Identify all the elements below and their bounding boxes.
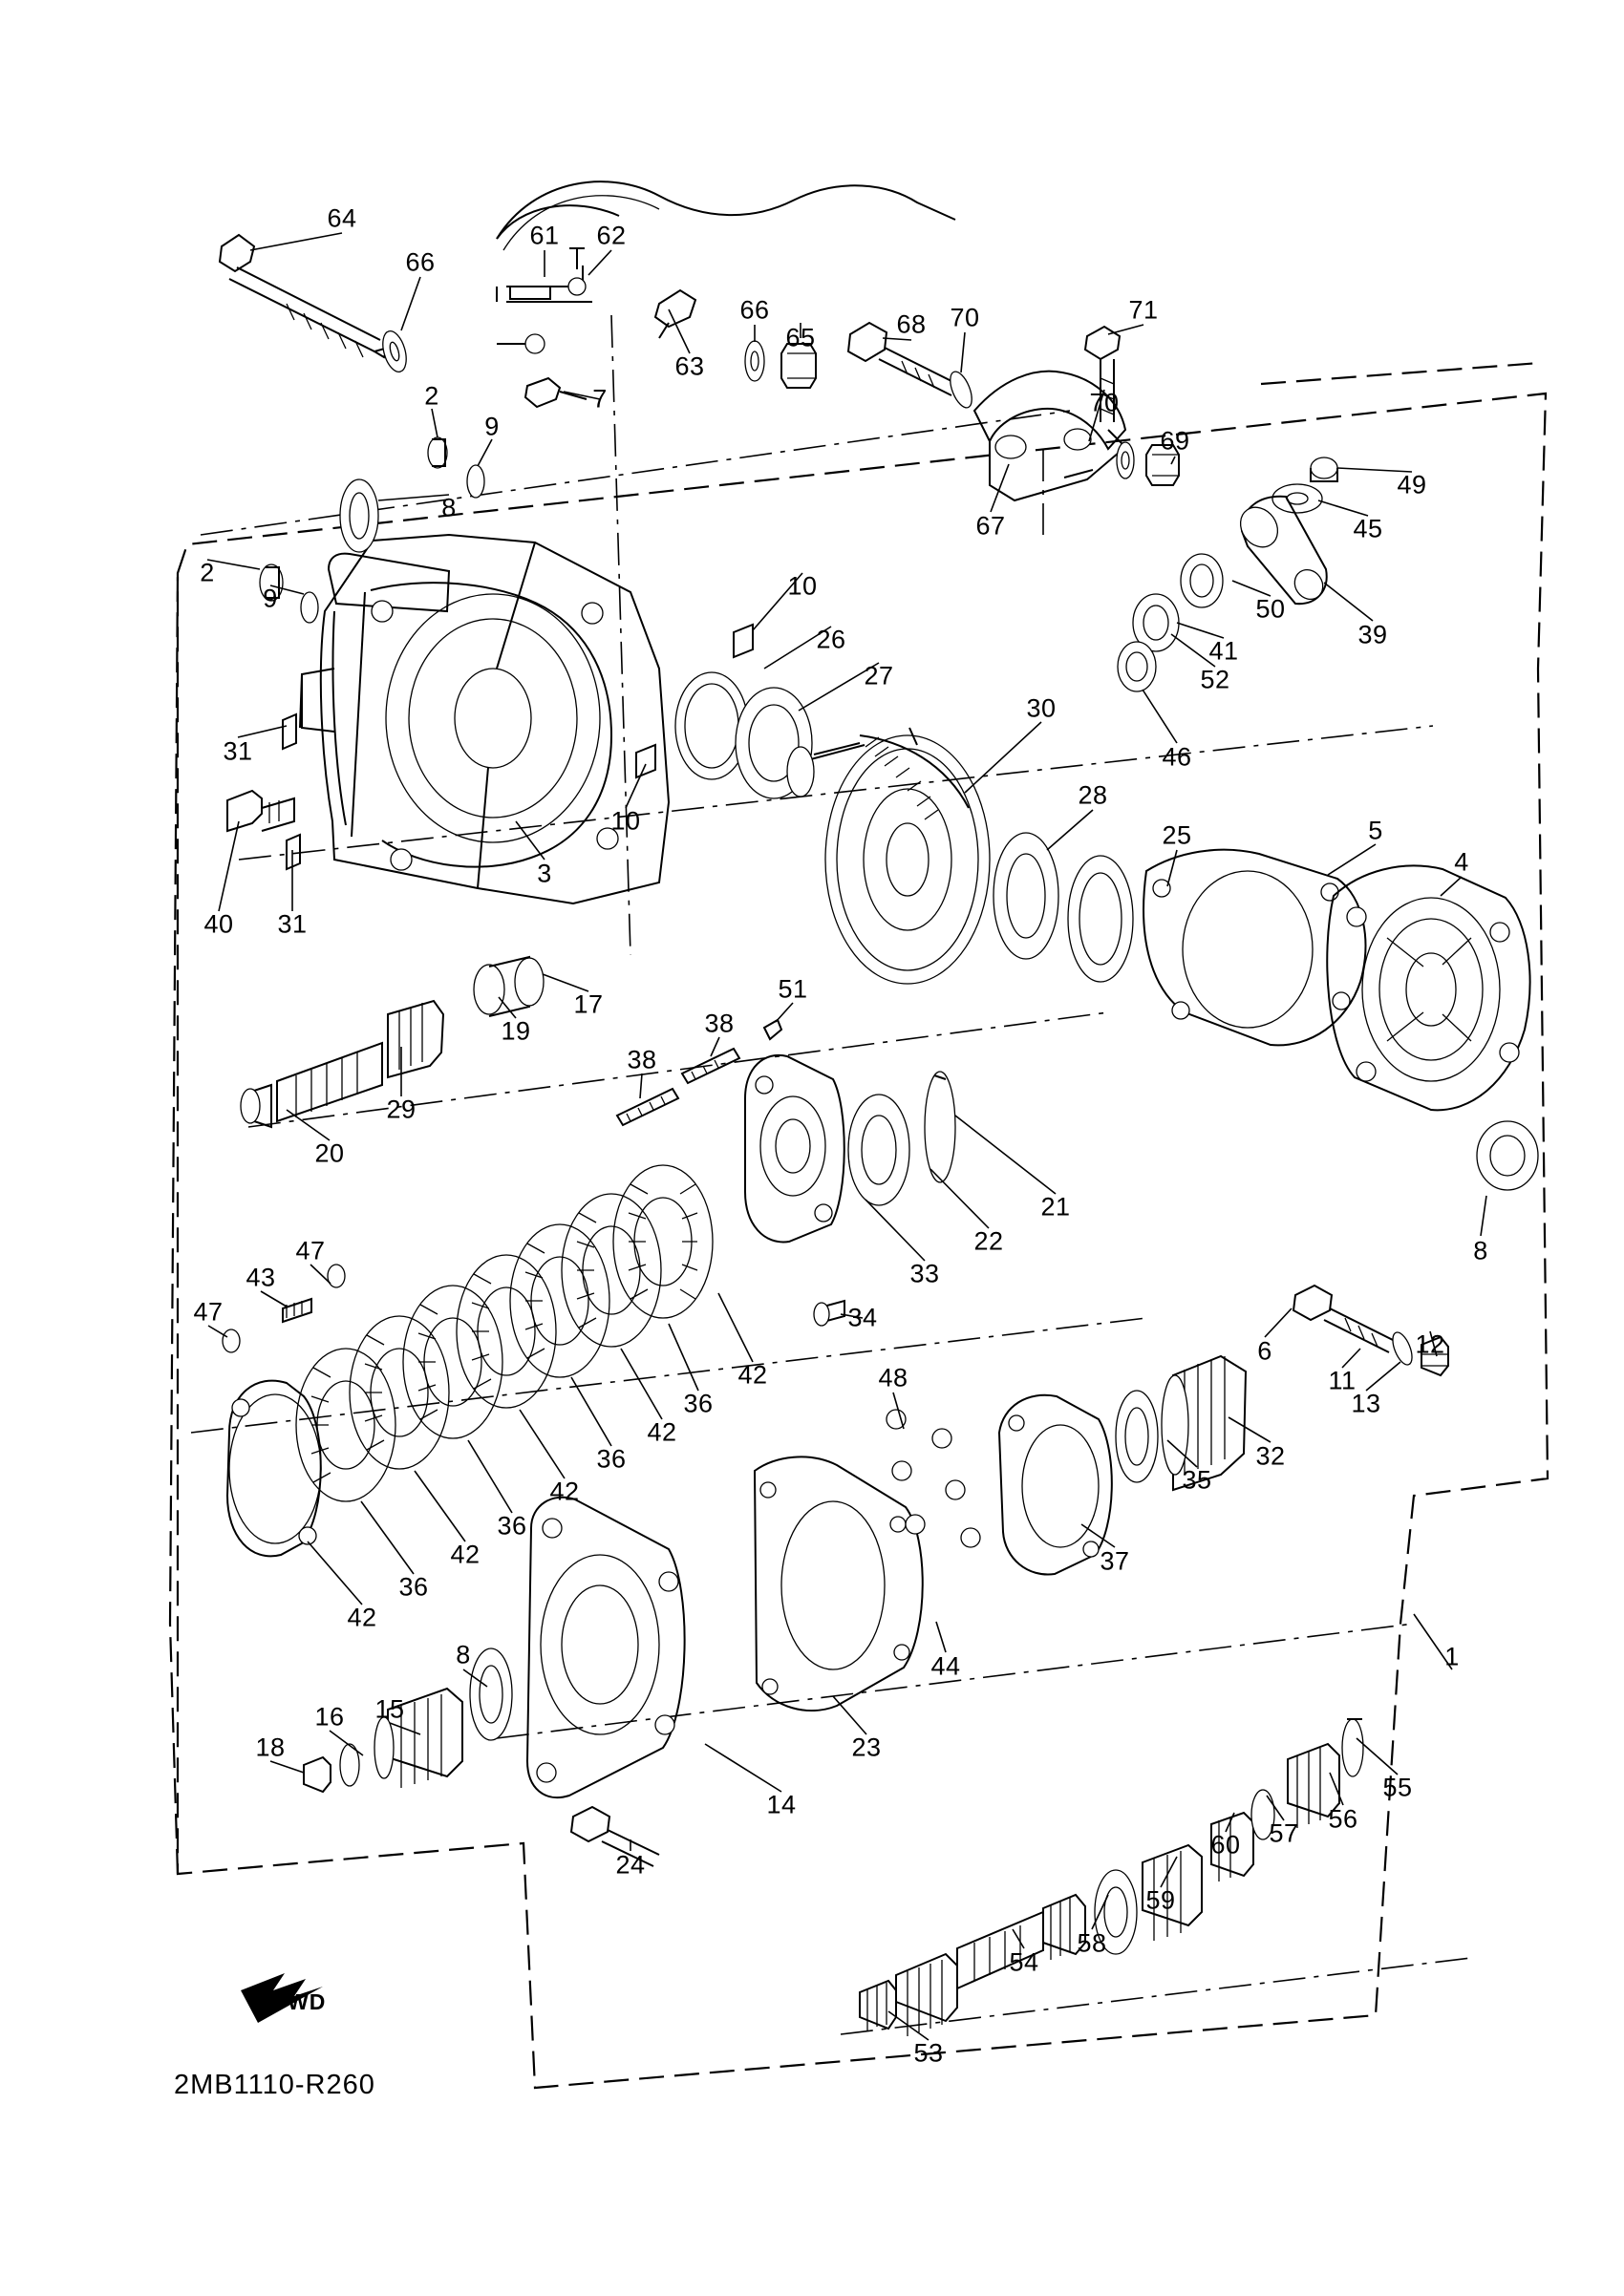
callout-42: 42 — [737, 1360, 768, 1390]
callout-2: 2 — [424, 381, 439, 411]
callout-46: 46 — [1162, 742, 1192, 772]
callout-15: 15 — [374, 1694, 405, 1724]
callout-51: 51 — [778, 974, 808, 1004]
callout-29: 29 — [386, 1095, 417, 1124]
callout-6: 6 — [1257, 1336, 1272, 1366]
callout-69: 69 — [1160, 426, 1190, 456]
callout-3: 3 — [537, 859, 552, 888]
callout-59: 59 — [1145, 1885, 1176, 1915]
callout-55: 55 — [1382, 1773, 1413, 1802]
callout-42: 42 — [647, 1417, 677, 1447]
callout-36: 36 — [596, 1444, 627, 1474]
callout-26: 26 — [816, 625, 846, 654]
callout-63: 63 — [674, 351, 705, 381]
callout-50: 50 — [1255, 594, 1286, 624]
callout-42: 42 — [450, 1540, 481, 1569]
callout-47: 47 — [193, 1297, 224, 1327]
callout-33: 33 — [909, 1259, 940, 1288]
callout-8: 8 — [456, 1640, 471, 1669]
callout-9: 9 — [484, 412, 500, 441]
callout-1: 1 — [1444, 1642, 1460, 1671]
callout-35: 35 — [1182, 1465, 1212, 1495]
callout-52: 52 — [1200, 665, 1230, 694]
callout-42: 42 — [347, 1603, 377, 1632]
callout-70: 70 — [950, 303, 980, 332]
callout-62: 62 — [596, 221, 627, 250]
callout-41: 41 — [1208, 636, 1239, 666]
callout-70: 70 — [1089, 388, 1120, 417]
callout-58: 58 — [1077, 1928, 1107, 1958]
callout-66: 66 — [405, 247, 436, 277]
callout-57: 57 — [1269, 1818, 1299, 1848]
callout-2: 2 — [200, 558, 215, 587]
callout-28: 28 — [1078, 780, 1108, 810]
callout-20: 20 — [314, 1138, 345, 1168]
callout-19: 19 — [501, 1016, 531, 1046]
callout-67: 67 — [975, 511, 1006, 541]
callout-27: 27 — [864, 661, 894, 691]
callout-31: 31 — [277, 909, 308, 939]
callout-32: 32 — [1255, 1441, 1286, 1471]
callout-68: 68 — [896, 309, 927, 339]
callout-48: 48 — [878, 1363, 908, 1392]
callout-65: 65 — [785, 323, 816, 352]
callout-18: 18 — [255, 1733, 286, 1762]
callout-10: 10 — [787, 571, 818, 601]
callout-53: 53 — [913, 2038, 944, 2068]
callout-7: 7 — [592, 384, 608, 414]
callout-8: 8 — [441, 493, 457, 522]
callout-40: 40 — [203, 909, 234, 939]
callout-23: 23 — [851, 1733, 882, 1762]
callout-10: 10 — [610, 806, 641, 836]
callout-37: 37 — [1100, 1546, 1130, 1576]
callout-56: 56 — [1328, 1804, 1358, 1834]
callout-16: 16 — [314, 1702, 345, 1732]
callout-34: 34 — [847, 1303, 878, 1332]
callout-11: 11 — [1328, 1366, 1357, 1395]
callout-30: 30 — [1026, 693, 1057, 723]
callout-4: 4 — [1454, 847, 1469, 877]
callout-22: 22 — [973, 1226, 1004, 1256]
callout-13: 13 — [1351, 1389, 1381, 1418]
callout-47: 47 — [295, 1236, 326, 1265]
callout-61: 61 — [529, 221, 560, 250]
callout-12: 12 — [1415, 1329, 1445, 1359]
callout-39: 39 — [1357, 620, 1388, 649]
callout-43: 43 — [246, 1263, 276, 1292]
callout-44: 44 — [930, 1651, 961, 1681]
callout-31: 31 — [223, 736, 253, 766]
callout-42: 42 — [549, 1477, 580, 1506]
callout-45: 45 — [1353, 514, 1383, 543]
callout-14: 14 — [766, 1790, 797, 1819]
callout-8: 8 — [1473, 1236, 1488, 1265]
callout-38: 38 — [627, 1045, 657, 1074]
callout-36: 36 — [683, 1389, 714, 1418]
callout-21: 21 — [1040, 1192, 1071, 1222]
callout-38: 38 — [704, 1009, 735, 1038]
callout-64: 64 — [327, 203, 357, 233]
callout-17: 17 — [573, 989, 604, 1019]
callout-25: 25 — [1162, 820, 1192, 850]
callout-9: 9 — [263, 584, 278, 613]
callout-60: 60 — [1210, 1830, 1241, 1860]
callout-71: 71 — [1128, 295, 1159, 325]
callout-54: 54 — [1009, 1947, 1039, 1977]
diagram-code: 2MB1110-R260 — [174, 2070, 375, 2100]
callout-36: 36 — [497, 1511, 527, 1541]
callout-66: 66 — [739, 295, 770, 325]
callout-5: 5 — [1368, 816, 1383, 845]
fwd-direction-label: FWD — [273, 1989, 327, 2014]
callout-49: 49 — [1397, 470, 1427, 500]
callout-24: 24 — [615, 1850, 646, 1880]
callout-36: 36 — [398, 1572, 429, 1602]
